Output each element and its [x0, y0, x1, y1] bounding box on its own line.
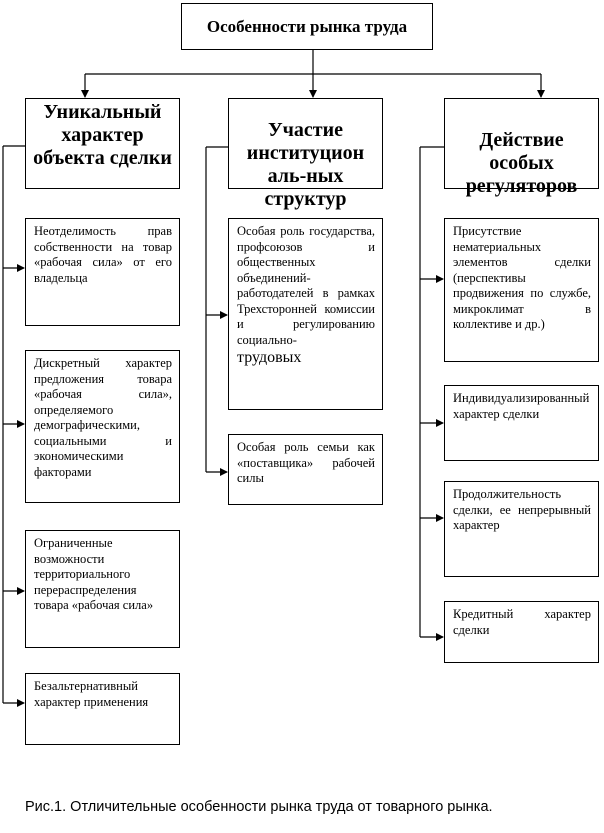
column-header-regulators: Действие особых регуляторов [444, 98, 599, 189]
item-duration: Продолжительность сделки, ее непрерывный характер [444, 481, 599, 577]
column-header-unique-object: Уникальный характер объекта сделки [25, 98, 180, 189]
item-state-role [228, 218, 383, 410]
item-family-role: Особая роль семьи как «поставщика» рабочей силы [228, 434, 383, 505]
item-intangible-elements: Присутствие нематериальных элементов сделки (перспективы продвижения по службе, микроклимат в коллективе и др.) [444, 218, 599, 362]
figure-caption: Рис.1. Отличительные особенности рынка труда от товарного рынка. [25, 799, 493, 815]
diagram-title: Особенности рынка труда [181, 3, 433, 50]
item-discrete-supply: Дискретный характер предложения товара «рабочая сила», определяемого демографическими, социальными и экономическими факторами [25, 350, 180, 503]
item-state-role-text: Особая роль государства, профсоюзов и общественных объединений-работодателей в рамках Трехсторонней комиссии и регулированию социально- [237, 224, 375, 347]
item-state-role-overflow-word: трудовых [237, 349, 302, 366]
column-header-institutions: Участие институцион аль-ных структур [228, 98, 383, 189]
item-non-alternative: Безальтернативный характер применения [25, 673, 180, 745]
item-limited-redistribution: Ограниченные возможности территориального перераспределения товара «рабочая сила» [25, 530, 180, 648]
item-individualized: Индивидуализированный характер сделки [444, 385, 599, 461]
item-credit: Кредитный характер сделки [444, 601, 599, 663]
item-inseparability: Неотделимость прав собственности на товар «рабочая сила» от его владельца [25, 218, 180, 326]
